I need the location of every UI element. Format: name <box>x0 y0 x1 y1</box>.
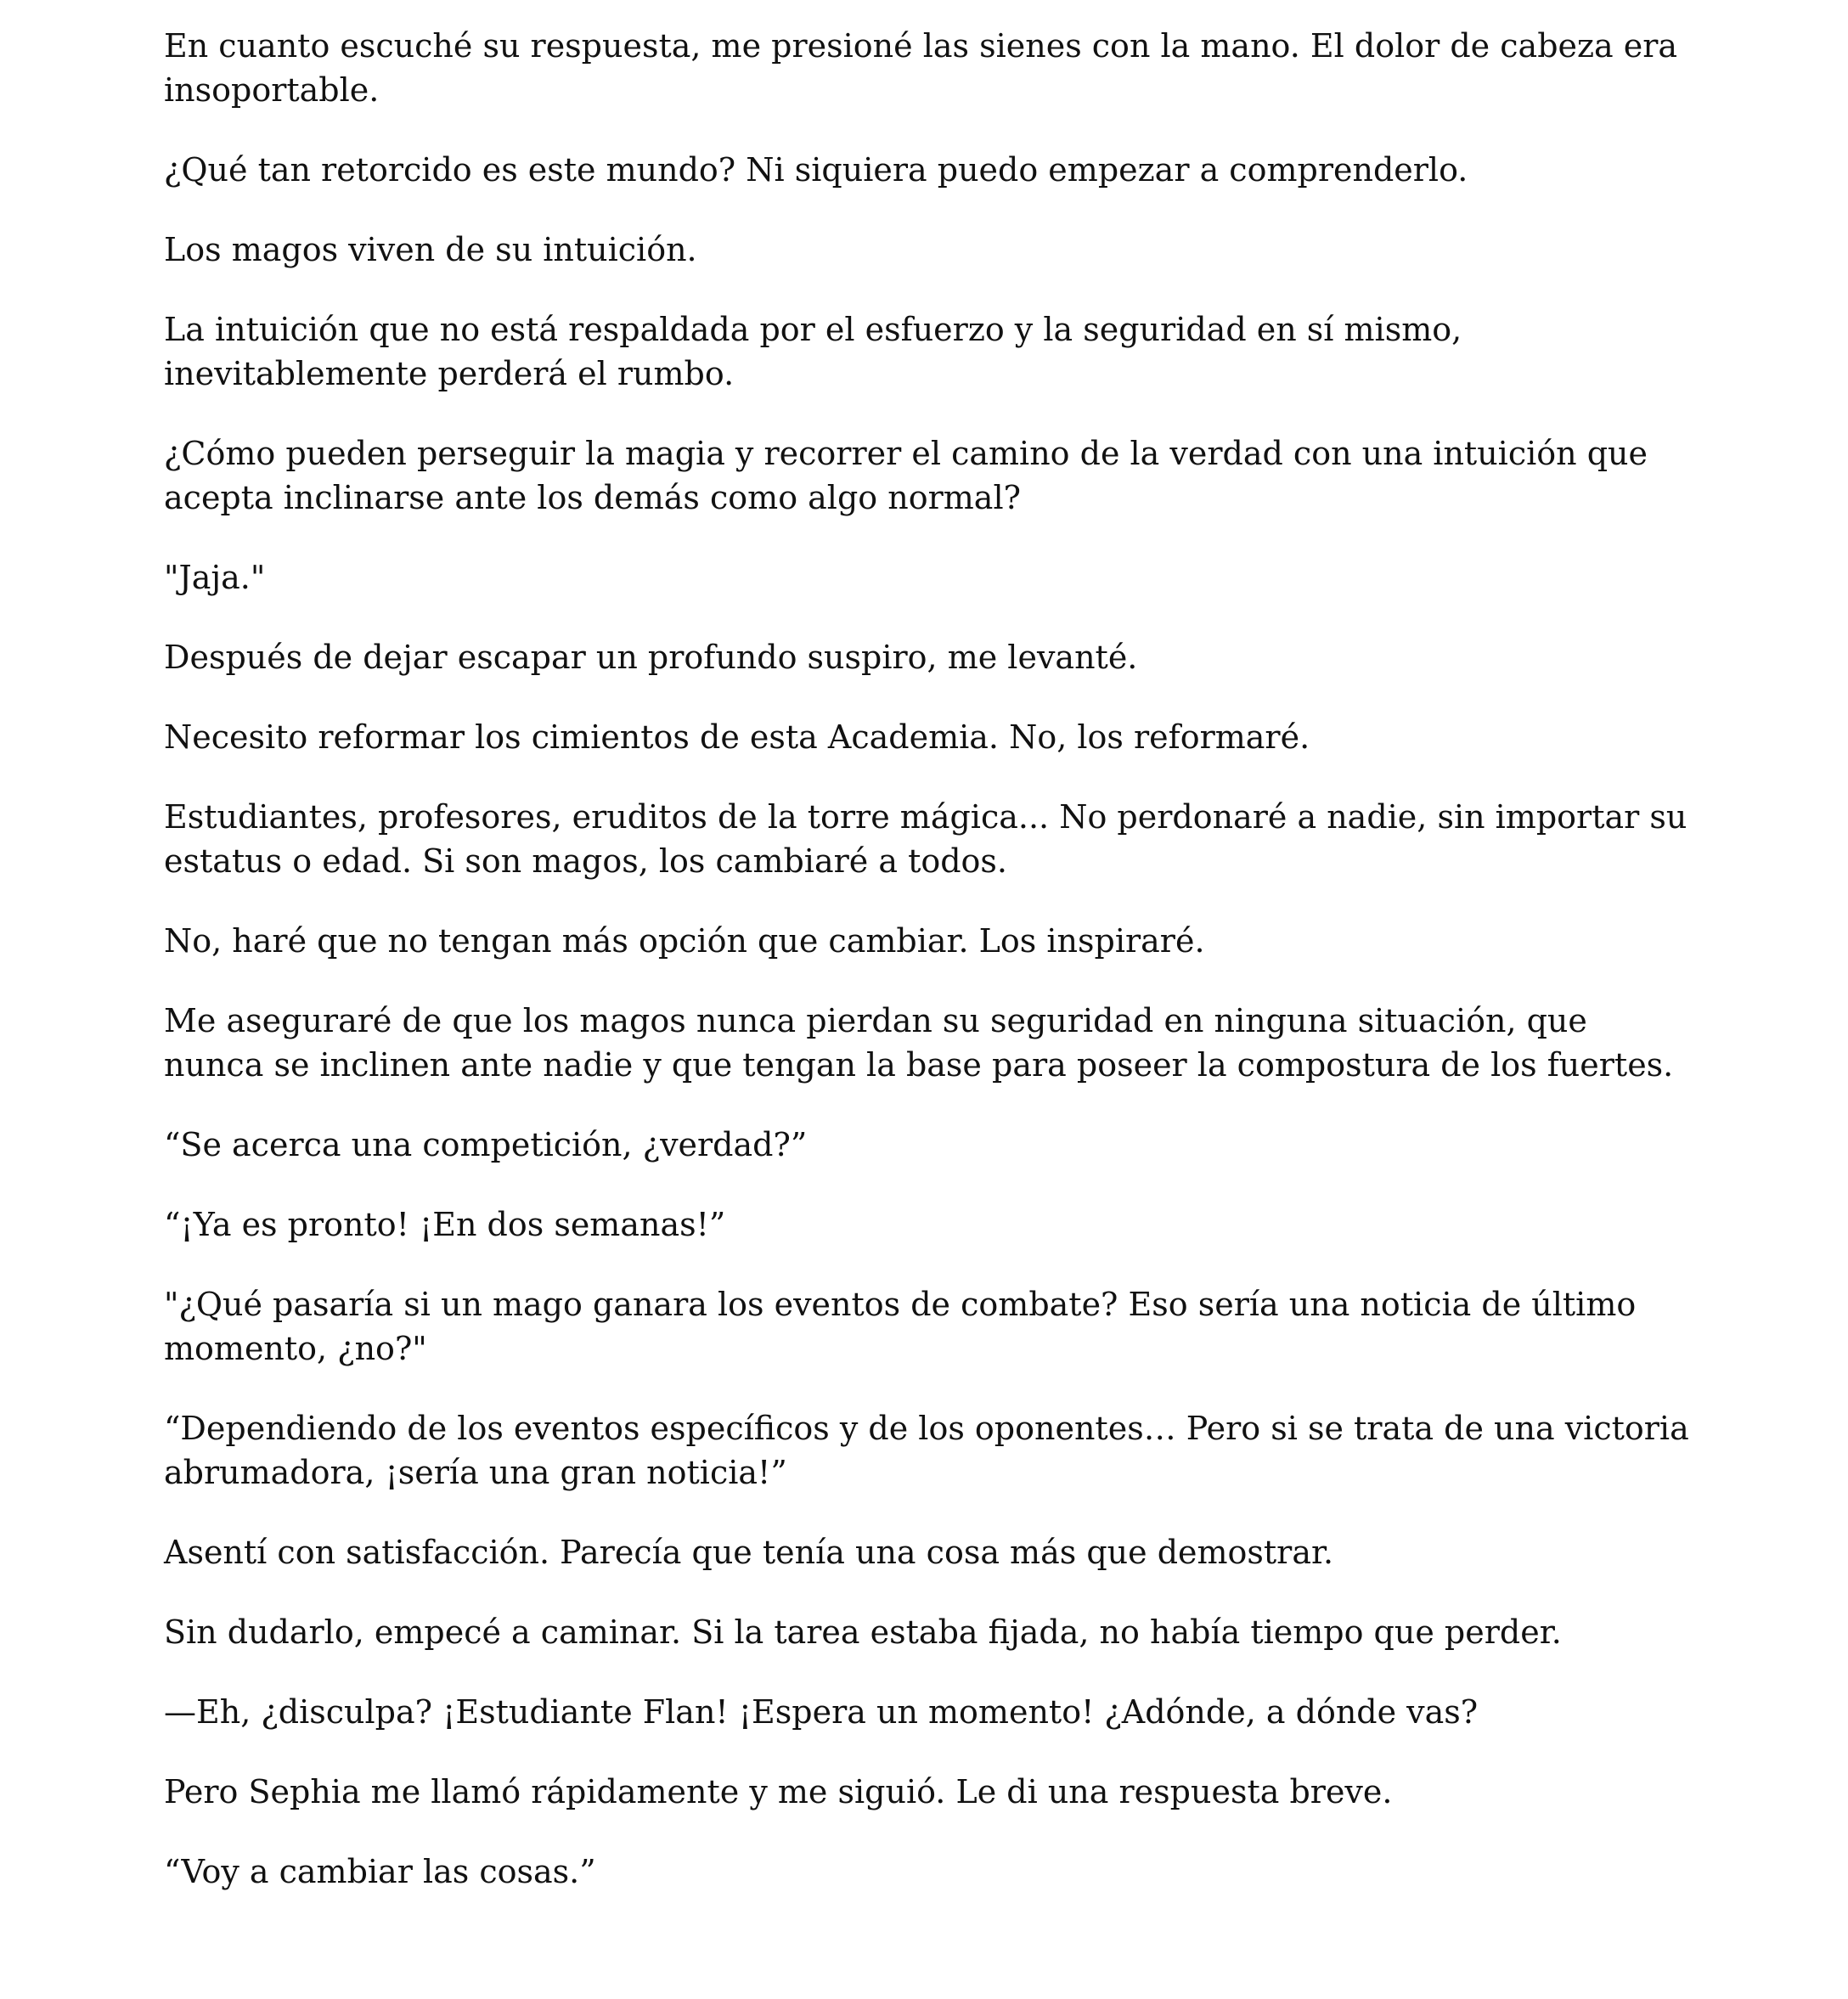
paragraph: “¡Ya es pronto! ¡En dos semanas!” <box>164 1206 726 1243</box>
paragraph: En cuanto escuché su respuesta, me presioné las sienes con la mano. El dolor de cabeza era insoportable. <box>164 27 1678 109</box>
paragraph: No, haré que no tengan más opción que cambiar. Los inspiraré. <box>164 922 1205 960</box>
paragraph: La intuición que no está respaldada por el esfuerzo y la seguridad en sí mismo, inevitablemente perderá el rumbo. <box>164 311 1462 392</box>
paragraph: Sin dudarlo, empecé a caminar. Si la tarea estaba fijada, no había tiempo que perder. <box>164 1613 1562 1651</box>
paragraph: “Voy a cambiar las cosas.” <box>164 1853 596 1890</box>
paragraph: “Dependiendo de los eventos específicos y de los oponentes… Pero si se trata de una victoria abrumadora, ¡sería una gran noticia!” <box>164 1410 1689 1491</box>
paragraph: "¿Qué pasaría si un mago ganara los eventos de combate? Eso sería una noticia de último momento, ¿no?" <box>164 1286 1637 1367</box>
paragraph: —Eh, ¿disculpa? ¡Estudiante Flan! ¡Espera un momento! ¿Adónde, a dónde vas? <box>164 1693 1479 1731</box>
paragraph: Los magos viven de su intuición. <box>164 231 697 268</box>
paragraph: ¿Cómo pueden perseguir la magia y recorrer el camino de la verdad con una intuición que acepta inclinarse ante los demás como algo normal? <box>164 435 1648 516</box>
document-page <box>164 24 1693 1929</box>
paragraph: "Jaja." <box>164 559 266 596</box>
paragraph: Después de dejar escapar un profundo suspiro, me levanté. <box>164 639 1138 676</box>
paragraph: Necesito reformar los cimientos de esta Academia. No, los reformaré. <box>164 718 1310 756</box>
paragraph: Asentí con satisfacción. Parecía que tenía una cosa más que demostrar. <box>164 1534 1334 1571</box>
paragraph: ¿Qué tan retorcido es este mundo? Ni siquiera puedo empezar a comprenderlo. <box>164 151 1468 189</box>
paragraph: Pero Sephia me llamó rápidamente y me siguió. Le di una respuesta breve. <box>164 1773 1393 1810</box>
paragraph: “Se acerca una competición, ¿verdad?” <box>164 1126 808 1163</box>
paragraph: Me aseguraré de que los magos nunca pierdan su seguridad en ninguna situación, que nunca se inclinen ante nadie y que tengan la base para poseer la compostura de los fuertes. <box>164 1002 1674 1084</box>
paragraph: Estudiantes, profesores, eruditos de la torre mágica... No perdonaré a nadie, sin importar su estatus o edad. Si son magos, los cambiaré a todos. <box>164 798 1687 880</box>
